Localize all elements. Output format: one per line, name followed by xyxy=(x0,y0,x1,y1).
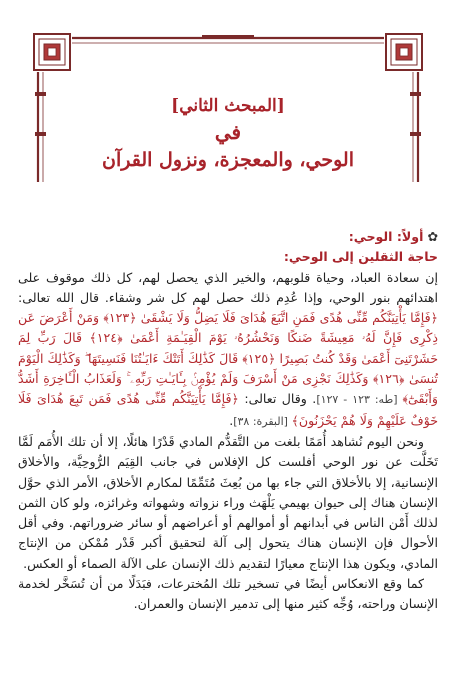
quran-verse-1: ﴿فَإِمَّا يَأْتِيَنَّكُم مِّنِّى هُدًى فَمَنِ اتَّبَعَ هُدَاىَ فَلَا يَضِلُّ وَلَا يَشْقَىٰ ﴿١٢٣﴾ وَمَنْ أَعْرَضَ عَن ذِكْرِى فَإِنَّ لَهُۥ مَعِيشَةً ضَنكًا وَنَحْشُرُهُۥ يَوْمَ الْقِيَـٰمَةِ أَعْمَىٰ ﴿١٢٤﴾ قَالَ رَبِّ لِمَ حَشَرْتَنِىٓ أَعْمَىٰ وَقَدْ كُنتُ بَصِيرًا ﴿١٢٥﴾ قَالَ كَذَٰلِكَ أَتَتْكَ ءَايَـٰتُنَا فَنَسِيتَهَا ۖ وَكَذَٰلِكَ الْيَوْمَ تُنسَىٰ ﴿١٢٦﴾ وَكَذَٰلِكَ نَجْزِى مَنْ أَسْرَفَ وَلَمْ يُؤْمِنۢ بِـَٔايَـٰتِ رَبِّهِۦ ۚ وَلَعَذَابُ الْـَٔاخِرَةِ أَشَدُّ وَأَبْقَىٰٓ﴾ xyxy=(18,310,439,407)
subheading-revelation: ✿أولاً: الوحي: xyxy=(348,229,438,244)
body-text xyxy=(18,227,438,615)
chapter-title: الوحي، والمعجزة، ونزول القرآن xyxy=(102,149,354,171)
paragraph-2: ونحن اليوم نُشاهد أُمَمًا بلغت من التَّقدُّم المادي قَدْرًا هائلًا، إلا أن تلك الأُمَم لَمَّا تَخَلَّت عن نور الوحي أفلست كل الإفلاس في جانب القِيَم الرُّوحِيَّة، والأخلاق الإنسانية، إلا بالأخلاق التي جاء بها من بُعِثَ مُتَمِّمًا لمكارم الأخلاق، الأمر الذي حوَّل الإنسان هناك إلى حيوان بهيمي يَلْهَث وراء نزواته وشهواته وغرائزه، ولو كان الثمن لذلك أَمْن الناس في أبدانهم أو أموالهم أو أعراضهم أو سائر ضروراتهم. وفي أقل الأحوال فإن الإنسان هناك يتحول إلى آلة لتحقيق أكبر قَدْر مُمْكن من الإنتاج المادي، ويكون هذا الإنتاج معيارًا لتقديم ذلك الإنسان على الآلة الصماء أو العكس. xyxy=(18,433,438,571)
verse-reference-1: [طه: ١٢٣ - ١٢٧] xyxy=(316,393,403,407)
section-title: [المبحث الثاني] xyxy=(171,96,285,116)
paragraph-1-mid: . وقال تعالى: xyxy=(238,391,317,407)
flower-bullet-icon: ✿ xyxy=(427,229,438,244)
subheading-need: حاجة الثقلين إلى الوحي: xyxy=(283,249,438,265)
verse-reference-2: [البقرة: ٣٨] xyxy=(233,414,292,428)
heading-connector: في xyxy=(214,120,242,144)
paragraph-3: كما وقع الانعكاس أيضًا في تسخير تلك المُخترعات، فبَدَلًا من أن تُسَخَّر لخدمة الإنسان وراحته، وُجِّه كثير منها إلى تدمير الإنسان والعمران. xyxy=(18,576,438,612)
paragraph-1-end: . xyxy=(229,412,234,428)
paragraph-1 xyxy=(18,268,438,432)
chapter-heading xyxy=(0,95,456,173)
quran-verse-2: ﴿فَإِمَّا يَأْتِيَنَّكُم مِّنِّى هُدًى فَمَن تَبِعَ هُدَاىَ فَلَا خَوْفٌ عَلَيْهِمْ وَلَا هُمْ يَحْزَنُونَ﴾ xyxy=(18,391,438,428)
paragraph-1-intro: إن سعادة العباد، وحياة قلوبهم، والخير الذي يحصل لهم، كل ذلك موقوف على اهتدائهم بنور الوحي، وإذا عُدِم ذلك حصل لهم كل شر وشقاء. قال الله تعالى: xyxy=(18,269,438,305)
